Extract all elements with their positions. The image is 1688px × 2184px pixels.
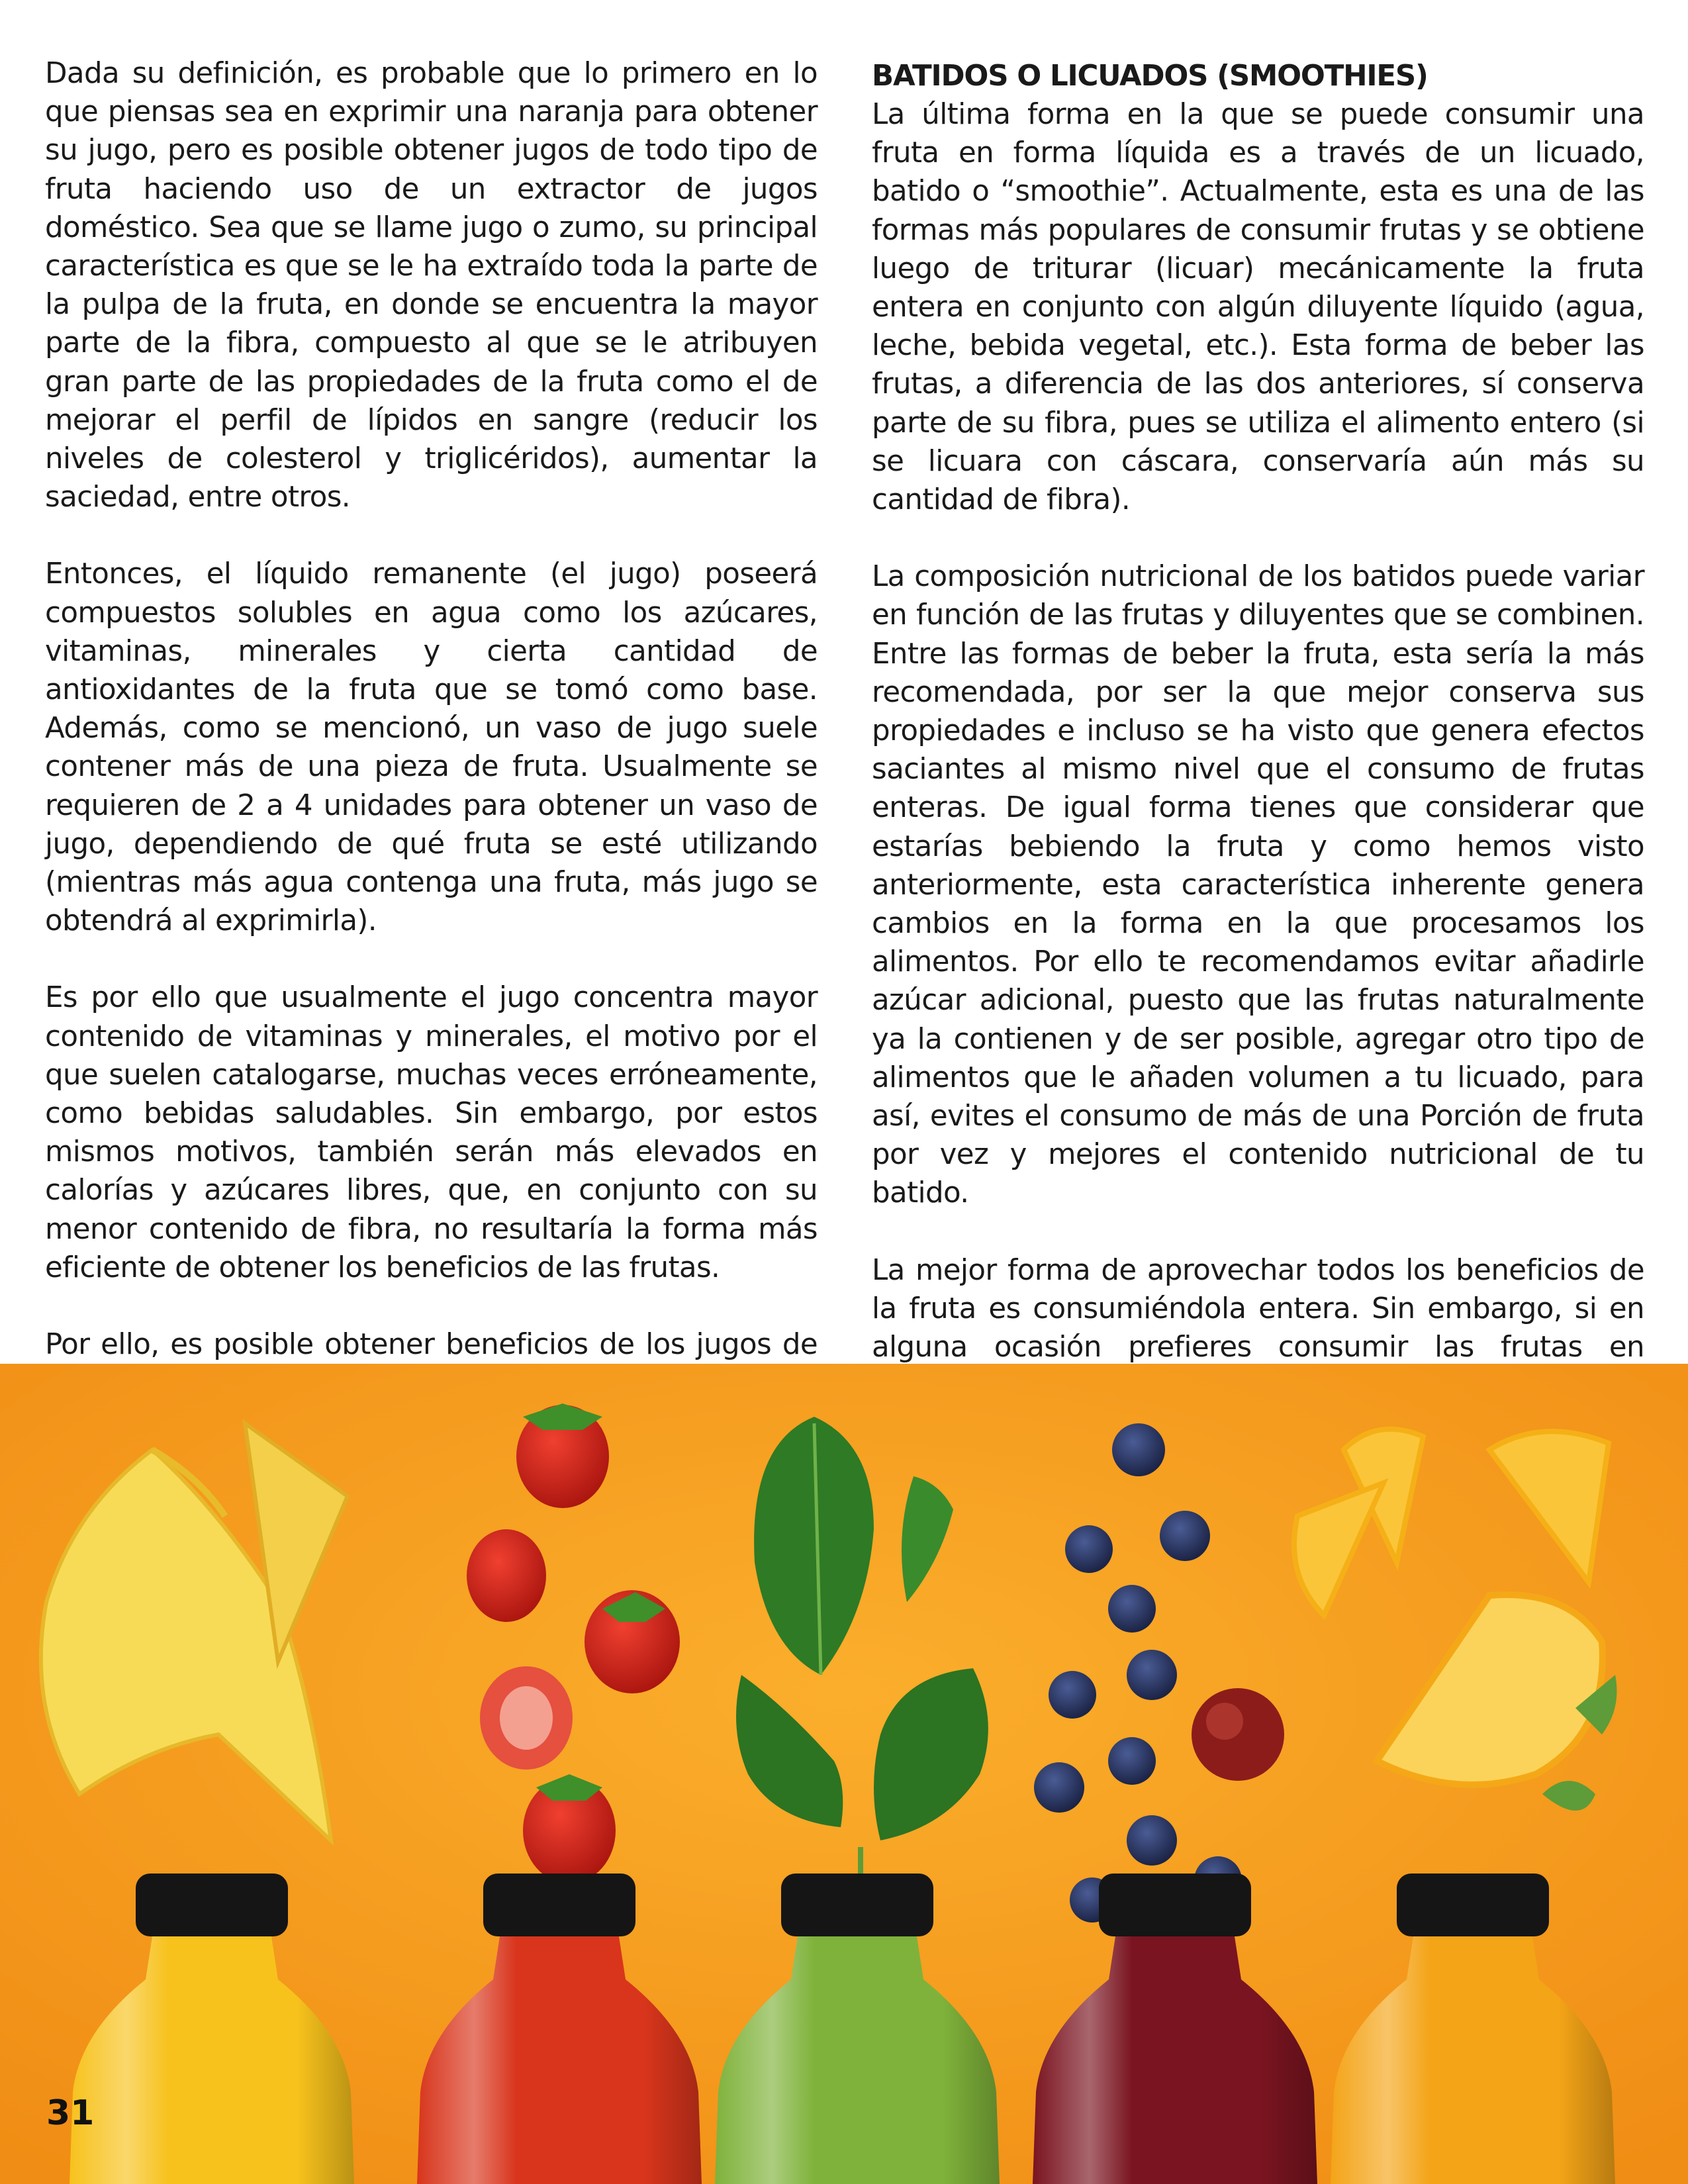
left-paragraph-1: Dada su definición, es probable que lo primero en lo que piensas sea en exprimir una naranja para obtener su jugo, pero es posible obtener jugos de todo tipo de fruta haciendo uso de un extractor de jugos doméstico. Sea que se llame jugo o zumo, su principal característica es que se le ha extraído toda la parte de la pulpa de la fruta, en donde se encuentra la mayor parte de la fibra, compuesto al que se le atribuyen gran parte de las propiedades de la fruta como el de mejorar el perfil de lípidos en sangre (reducir los niveles de colesterol y triglicéridos), aumentar la saciedad, entre otros. (45, 57, 818, 514)
section-heading: BATIDOS O LICUADOS (SMOOTHIES) (872, 60, 1428, 93)
page-number: 31 (46, 2093, 95, 2133)
left-paragraph-3: Es por ello que usualmente el jugo concentra mayor contenido de vitaminas y minerales, el motivo por el que suelen catalogarse, muchas veces erróneamente, como bebidas saludables. Sin embargo, por estos mismos motivos, también serán más elevados en calorías y azúcares libres, que, en conjunto con su menor contenido de fibra, no resultaría la forma más eficiente de obtener los beneficios de las frutas. (45, 981, 818, 1284)
right-column (872, 57, 1644, 1521)
left-column (45, 54, 818, 1556)
smoothie-bottles-photo (0, 1364, 1688, 2184)
right-paragraph-3: La mejor forma de aprovechar todos los beneficios de la fruta es consumiéndola entera. Sin embargo, si en alguna ocasión prefieres consumir las frutas en (872, 1253, 1644, 1364)
right-paragraph-1: La última forma en la que se puede consumir una fruta en forma líquida es a través de un licuado, batido o “smoothie”. Actualmente, esta es una de las formas más populares de consumir frutas y se obtiene luego de triturar (licuar) mecánicamente la fruta entera en conjunto con algún diluyente líquido (agua, leche, bebida vegetal, etc.). Esta forma de beber las frutas, a diferencia de las dos anteriores, sí conserva parte de su fibra, pues se utiliza el alimento entero (si se licuara con cáscara, conservaría aún más su cantidad de fibra). (872, 98, 1644, 517)
left-paragraph-2: Entonces, el líquido remanente (el jugo) poseerá compuestos solubles en agua como los azúcares, vitaminas, minerales y cierta cantidad de antioxidantes de la fruta que se tomó como base. Además, como se mencionó, un vaso de jugo suele contener más de una pieza de fruta. Usualmente se requieren de 2 a 4 unidades para obtener un vaso de jugo, dependiendo de qué fruta se esté utilizando (mientras más agua contenga una fruta, más jugo se obtendrá al exprimirla). (45, 557, 818, 938)
left-paragraph-4: Por ello, es posible obtener beneficios de los jugos de (45, 1328, 818, 1362)
right-paragraph-2: La composición nutricional de los batidos puede variar en función de las frutas y diluyentes que se combinen. Entre las formas de beber la fruta, esta sería la más recomendada, por ser la que mejor conserva sus propiedades e incluso se ha visto que genera efectos saciantes al mismo nivel que el consumo de frutas enteras. De igual forma tienes que considerar que estarías bebiendo la fruta y como hemos visto anteriormente, esta característica inherente genera cambios en la forma en la que procesamos los alimentos. Por ello te recomendamos evitar añadirle azúcar adicional, puesto que las frutas naturalmente ya la contienen y de ser posible, agregar otro tipo de alimentos que le añaden volumen a tu licuado, para así, evites el consumo de más de una Porción de fruta por vez y mejores el contenido nutricional de tu batido. (872, 560, 1644, 1210)
